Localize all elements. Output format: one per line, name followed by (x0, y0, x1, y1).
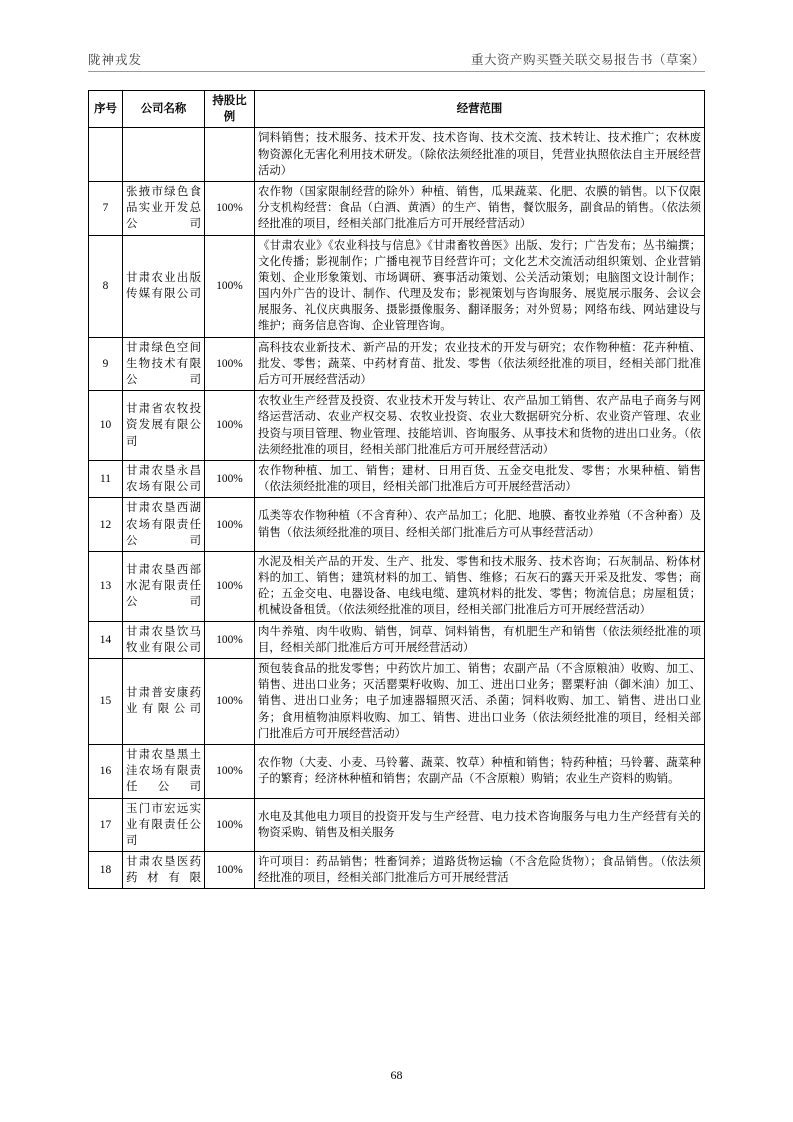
cell-company-name: 甘肃农垦黑土洼农场有限责任公司 (123, 744, 205, 798)
cell-company-name: 张掖市绿色食品实业开发总公司 (123, 181, 205, 235)
cell-no: 8 (89, 235, 123, 337)
table-row (89, 498, 705, 552)
table-row (89, 181, 705, 235)
cell-no: 16 (89, 744, 123, 798)
table-header-row (89, 91, 705, 128)
subsidiary-table-container (88, 90, 705, 889)
cell-business-scope: 高科技农业新技术、新产品的开发；农业技术的开发与研究；农作物种植：花卉种植、批发、零售；蔬菜、中药材育苗、批发、零售（依法须经批准的项目，经相关部门批准后方可开展经营活动） (255, 337, 705, 391)
cell-company-name: 玉门市宏远实业有限责任公司 (123, 798, 205, 852)
column-header-business-scope: 经营范围 (255, 91, 705, 128)
cell-business-scope: 水电及其他电力项目的投资开发与生产经营、电力技术咨询服务与电力生产经营有关的物资采购、销售及相关服务 (255, 798, 705, 852)
table-row (89, 337, 705, 391)
column-header-no: 序号 (89, 91, 123, 128)
cell-company-name: 甘肃农垦西湖农场有限责任公司 (123, 498, 205, 552)
table-row (89, 235, 705, 337)
cell-no: 7 (89, 181, 123, 235)
cell-ratio: 100% (205, 337, 255, 391)
cell-business-scope: 农作物种植、加工、销售；建材、日用百货、五金交电批发、零售；水果种植、销售（依法须经批准的项目，经相关部门批准后方可开展经营活动） (255, 460, 705, 497)
cell-no: 12 (89, 498, 123, 552)
page-header (88, 44, 705, 72)
cell-business-scope: 农作物（国家限制经营的除外）种植、销售，瓜果蔬菜、化肥、农膜的销售。以下仅限分支机构经营：食品（白酒、黄酒）的生产、销售，餐饮服务，副食品的销售。（依法须经批准的项目，经相关部门批准后方可开展经营活动） (255, 181, 705, 235)
cell-company-name: 甘肃普安康药业有限公司 (123, 659, 205, 745)
cell-no: 11 (89, 460, 123, 497)
table-row (89, 551, 705, 621)
table-row (89, 852, 705, 889)
cell-ratio: 100% (205, 235, 255, 337)
cell-company-name: 甘肃农垦西部水泥有限责任公司 (123, 551, 205, 621)
cell-ratio: 100% (205, 659, 255, 745)
cell-company-name: 甘肃农垦永昌农场有限公司 (123, 460, 205, 497)
subsidiary-table (88, 90, 705, 889)
cell-company-name (123, 128, 205, 182)
column-header-company-name: 公司名称 (123, 91, 205, 128)
cell-ratio: 100% (205, 852, 255, 889)
cell-ratio (205, 128, 255, 182)
cell-business-scope: 瓜类等农作物种植（不含育种）、农产品加工；化肥、地膜、畜牧业养殖（不含种畜）及销售（依法须经批准的项目、经相关部门批准后方可从事经营活动） (255, 498, 705, 552)
table-row (89, 798, 705, 852)
cell-business-scope: 许可项目：药品销售；牲畜饲养；道路货物运输（不含危险货物）；食品销售。（依法须经批准的项目，经相关部门批准后方可开展经营活 (255, 852, 705, 889)
table-row (89, 621, 705, 658)
cell-no: 10 (89, 391, 123, 461)
table-row (89, 460, 705, 497)
cell-no: 14 (89, 621, 123, 658)
table-row (89, 128, 705, 182)
cell-business-scope: 预包装食品的批发零售；中药饮片加工、销售；农副产品（不含原粮油）收购、加工、销售、进出口业务；灭活罂粟籽收购、加工、进出口业务；罂粟籽油（御米油）加工、销售、进出口业务；电子加速器辐照灭活、杀菌；饲料收购、加工、销售、进出口业务；食用植物油原料收购、加工、销售、进出口业务（依法须经批准的项目，经相关部门批准后方可开展经营活动） (255, 659, 705, 745)
cell-company-name: 甘肃农垦医药药材有限 (123, 852, 205, 889)
cell-business-scope: 农牧业生产经营及投资、农业技术开发与转让、农产品加工销售、农产品电子商务与网络运营活动、农业产权交易、农牧业投资、农业大数据研究分析、农业资产管理、农业投资与项目管理、物业管理、技能培训、咨询服务、从事技术和货物的进出口业务。（依法须经批准的项目，经相关部门批准后方可开展经营活动） (255, 391, 705, 461)
header-company-name: 陇神戎发 (88, 53, 143, 67)
column-header-shareholding-ratio: 持股比例 (205, 91, 255, 128)
table-row (89, 391, 705, 461)
cell-no: 15 (89, 659, 123, 745)
cell-no: 9 (89, 337, 123, 391)
cell-ratio: 100% (205, 498, 255, 552)
cell-company-name: 甘肃省农牧投资发展有限公司 (123, 391, 205, 461)
cell-no: 17 (89, 798, 123, 852)
cell-no: 13 (89, 551, 123, 621)
cell-company-name: 甘肃绿色空间生物技术有限公司 (123, 337, 205, 391)
cell-no: 18 (89, 852, 123, 889)
page-number: 68 (390, 1068, 403, 1082)
cell-ratio: 100% (205, 181, 255, 235)
cell-business-scope: 肉牛养殖、肉牛收购、销售，饲草、饲料销售，有机肥生产和销售（依法须经批准的项目，经相关部门批准后方可开展经营活动） (255, 621, 705, 658)
cell-business-scope: 《甘肃农业》《农业科技与信息》《甘肃畜牧兽医》出版、发行；广告发布；丛书编撰；文化传播；影视制作；广播电视节目经营许可；文化艺术交流活动组织策划、企业营销策划、企业形象策划、市场调研、赛事活动策划、公关活动策划；电脑图文设计制作；国内外广告的设计、制作、代理及发布；影视策划与咨询服务、展览展示服务、会议会展服务、礼仪庆典服务、摄影摄像服务、翻译服务；对外贸易；网络布线、网站建设与维护；商务信息咨询、企业管理咨询。 (255, 235, 705, 337)
cell-ratio: 100% (205, 798, 255, 852)
cell-business-scope: 农作物（大麦、小麦、马铃薯、蔬菜、牧草）种植和销售；特药种植；马铃薯、蔬菜种子的繁育；经济林种植和销售；农副产品（不含原粮）购销；农业生产资料的购销。 (255, 744, 705, 798)
cell-ratio: 100% (205, 744, 255, 798)
cell-company-name: 甘肃农业出版传媒有限公司 (123, 235, 205, 337)
cell-business-scope: 饲料销售；技术服务、技术开发、技术咨询、技术交流、技术转让、技术推广；农林废物资源化无害化利用技术研发。（除依法须经批准的项目，凭营业执照依法自主开展经营活动） (255, 128, 705, 182)
cell-ratio: 100% (205, 391, 255, 461)
cell-ratio: 100% (205, 551, 255, 621)
table-row (89, 744, 705, 798)
cell-ratio: 100% (205, 460, 255, 497)
cell-ratio: 100% (205, 621, 255, 658)
cell-business-scope: 水泥及相关产品的开发、生产、批发、零售和技术服务、技术咨询；石灰制品、粉体材料的加工、销售；建筑材料的加工、销售、维修；石灰石的露天开采及批发、零售；商砼；五金交电、电器设备、电线电缆、建筑材料的批发、零售；物流信息；房屋租赁；机械设备租赁。（依法须经批准的项目，经相关部门批准后方可开展经营活动） (255, 551, 705, 621)
table-row (89, 659, 705, 745)
cell-company-name: 甘肃农垦饮马牧业有限公司 (123, 621, 205, 658)
cell-no (89, 128, 123, 182)
header-document-title: 重大资产购买暨关联交易报告书（草案） (470, 53, 705, 67)
